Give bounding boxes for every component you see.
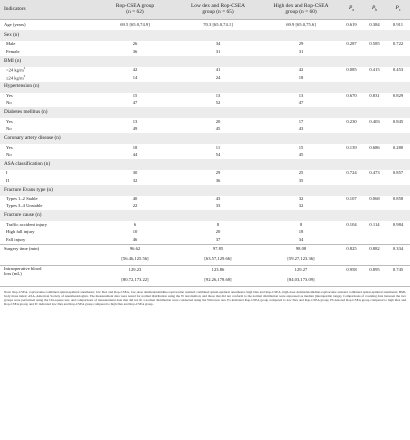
table-header	[0, 0, 410, 20]
table-row: No 49 45 43	[6, 126, 304, 132]
table-row: Age (years) 69.5 [65.0,74.9] 70.3 [65.0,74.1] 69.9 [65.0,75.6] 0.619 0.384 0.911	[4, 21, 404, 27]
table-row: <24 $kg/m^2$ 42 41 42 0.085 0.415 0.453	[6, 66, 404, 73]
header-pa: $P_a$	[340, 0, 363, 20]
section-row: Fracture cause (n)	[0, 210, 410, 221]
table-row: Intraoperative blood loss (mL) 129.23 123.86 129.27 0.958 0.895 0.745	[0, 265, 410, 276]
table-row: I 30 29 25 0.724 0.473 0.857	[6, 170, 404, 176]
header-pc: $P_c$	[386, 0, 410, 20]
table-row: ≥24 $kg/m^2$ 14 24 18	[6, 74, 304, 81]
table-row: Types 3–4 Unstable 22 33 32	[6, 203, 304, 209]
table-row: Yes 13 20 17 0.230 0.403 0.845	[6, 118, 404, 124]
header-high-dex: High dex and Rop-CSEA group (n = 60)	[262, 0, 340, 20]
table-row: Traffic accident injury 6 8 8 0.104 0.114 0.984	[6, 221, 404, 227]
table-row: Female 36 31 31	[6, 48, 304, 54]
header-rop-csea: Rop-CSEA group (n = 62)	[96, 0, 174, 20]
table-row: High fall injury 10 20 18	[6, 229, 304, 235]
section-row: Fracture Evans type (n)	[0, 185, 410, 196]
table-row: Male 26 34 29 0.287 0.585 0.722	[6, 41, 404, 47]
section-row: Sex (n)	[0, 30, 410, 41]
table-row: Surgery time (min) 96.62 97.85 98.08 0.825 0.882 0.334	[0, 244, 410, 255]
table-row: [56.46,125.56] [63.57,129.66] [59.27,123.36]	[121, 256, 315, 262]
header-indicators: Indicators	[0, 0, 96, 20]
header-pb: $P_b$	[363, 0, 386, 20]
section-row: Diabetes mellitus (n)	[0, 107, 410, 118]
section-row: Hypertension (n)	[0, 82, 410, 93]
table-row: Fall injury 46 37 34	[6, 236, 304, 242]
table-row: Yes 18 11 15 0.139 0.686 0.280	[6, 144, 404, 150]
table-note: Note: Rop-CSEA, ropivacaine-combined spinal-epidural anesthesia; low Dex and Rop-CSEA, low-dose dexmedetomidine-ropivacaine assisted combined spinal-epidural anesthesia; high Dex and Rop-CSEA, high-dose dexmedetomidine-ropivacaine assisted combined spinal-epidural anesthesia; BMI, body mass index; ASA, American Society of Anesthesiologists. The measurement data were tested for normal distribution using the W test method, and those that did not conform to the normal distribution were expressed as median [interquartile range]. Comparisons of counting data between the two groups were performed using the Chi-square test, and comparisons of measurement data that did not fit a normal distribution were conducted using the Wilcoxon test. Pa indicated Rop-CSEA group compared to low Dex and Rop-CSEA group; Pb denoted Rop-CSEA group compared to high Dex and Rop-CSEA group; and Pc indicated low Dex and Rop-CSEA group compared to high Dex and Rop-CSEA group.	[4, 289, 406, 307]
section-row: ASA classification (n)	[0, 159, 410, 170]
table-row: No 47 52 47	[6, 100, 304, 106]
table-row: No 44 54 45	[6, 151, 304, 157]
table-row: II 32 36 35	[6, 177, 304, 183]
section-row: Coronary artery disease (n)	[0, 133, 410, 144]
table-row: [80.72,173.22] [92.26,178.68] [84.03,173.09]	[0, 276, 410, 287]
header-low-dex: Low dex and Rop-CSEA group (n = 65)	[174, 0, 262, 20]
section-row: BMI (n)	[0, 56, 410, 67]
table-row: Types 1–2 Stable 40 43 32 0.107 0.068 0.858	[6, 196, 404, 202]
table-row: Yes 15 13 13 0.670 0.831 0.829	[6, 92, 404, 98]
